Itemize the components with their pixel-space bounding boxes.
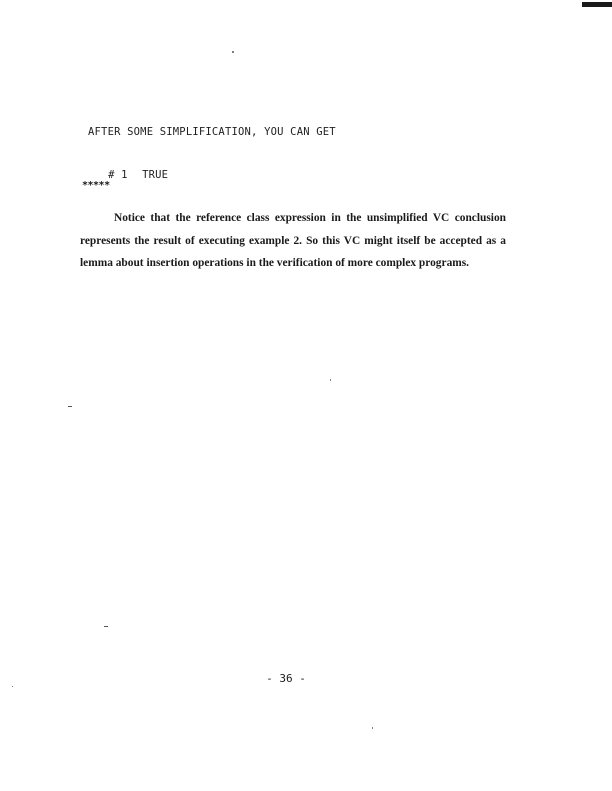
- result-number: # 1: [108, 169, 128, 181]
- body-paragraph: Notice that the reference class expression in the unsimplified VC conclusion represents the result of executing example 2. So this VC might itself be accepted as a lemma about insertion operations in the verification of more complex programs.: [80, 212, 506, 269]
- page-number: - 36 -: [266, 672, 306, 685]
- simplification-heading: AFTER SOME SIMPLIFICATION, YOU CAN GET: [88, 126, 336, 138]
- corner-scan-mark: [582, 2, 612, 7]
- scan-speck: [68, 406, 72, 407]
- scan-speck: [372, 727, 373, 729]
- scan-speck: [104, 626, 108, 627]
- separator-stars: *****: [82, 180, 110, 191]
- result-value: TRUE: [142, 169, 169, 181]
- scan-speck: [232, 51, 234, 53]
- scan-speck: [330, 379, 331, 381]
- scan-speck: [12, 686, 13, 687]
